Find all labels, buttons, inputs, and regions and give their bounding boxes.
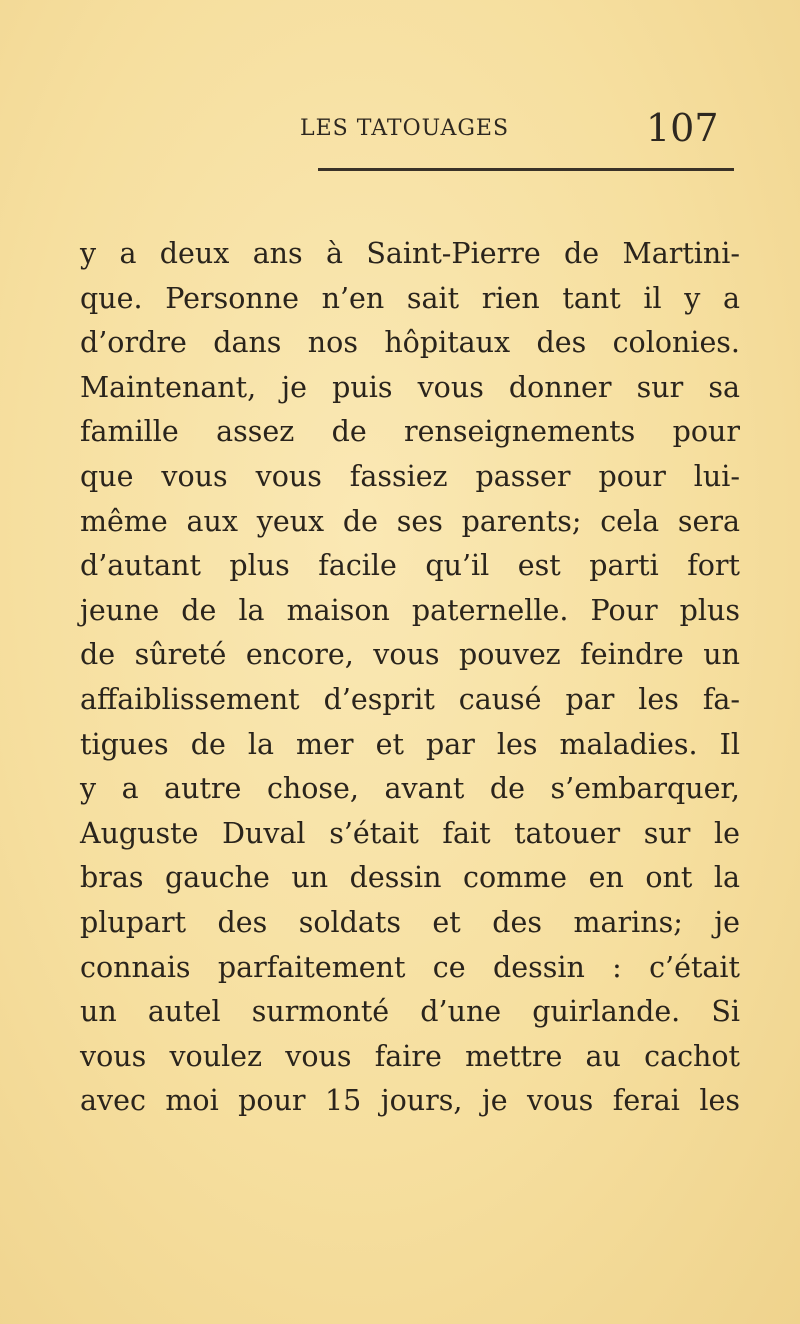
text-line: même aux yeux de ses parents; cela sera [80,504,740,538]
text-line: y a autre chose, avant de s’embarquer, [80,772,740,806]
text-line: d’autant plus facile qu’il est parti fort [80,549,740,583]
text-line: bras gauche un dessin comme en ont la [80,861,740,895]
text-line: Auguste Duval s’était fait tatouer sur le [80,816,740,850]
text-line: vous voulez vous faire mettre au cachot [80,1039,740,1073]
running-title: LES TATOUAGES [300,116,510,141]
text-line: de sûreté encore, vous pouvez feindre un [80,638,740,672]
text-line: avec moi pour 15 jours, je vous ferai les [80,1084,740,1118]
text-line: y a deux ans à Saint-Pierre de Martini- [80,237,740,270]
text-line: plupart des soldats et des marins; je [80,905,740,939]
page-number: 107 [646,106,719,150]
text-line: connais parfaitement ce dessin : c’était [80,950,740,984]
text-line: Maintenant, je puis vous donner sur sa [80,370,740,404]
text-line: que. Personne n’en sait rien tant il y a [80,281,740,315]
text-line: un autel surmonté d’une guirlande. Si [80,995,740,1029]
text-line: jeune de la maison paternelle. Pour plus [80,593,740,627]
text-line: famille assez de renseignements pour [80,415,740,449]
text-line: d’ordre dans nos hôpitaux des colonies. [80,326,740,360]
text-line: tigues de la mer et par les maladies. Il [80,727,740,761]
text-line: affaiblissement d’esprit causé par les fa- [80,682,740,716]
header-rule [318,168,734,171]
text-line: que vous vous fassiez passer pour lui- [80,459,740,493]
body-text [80,232,740,1124]
